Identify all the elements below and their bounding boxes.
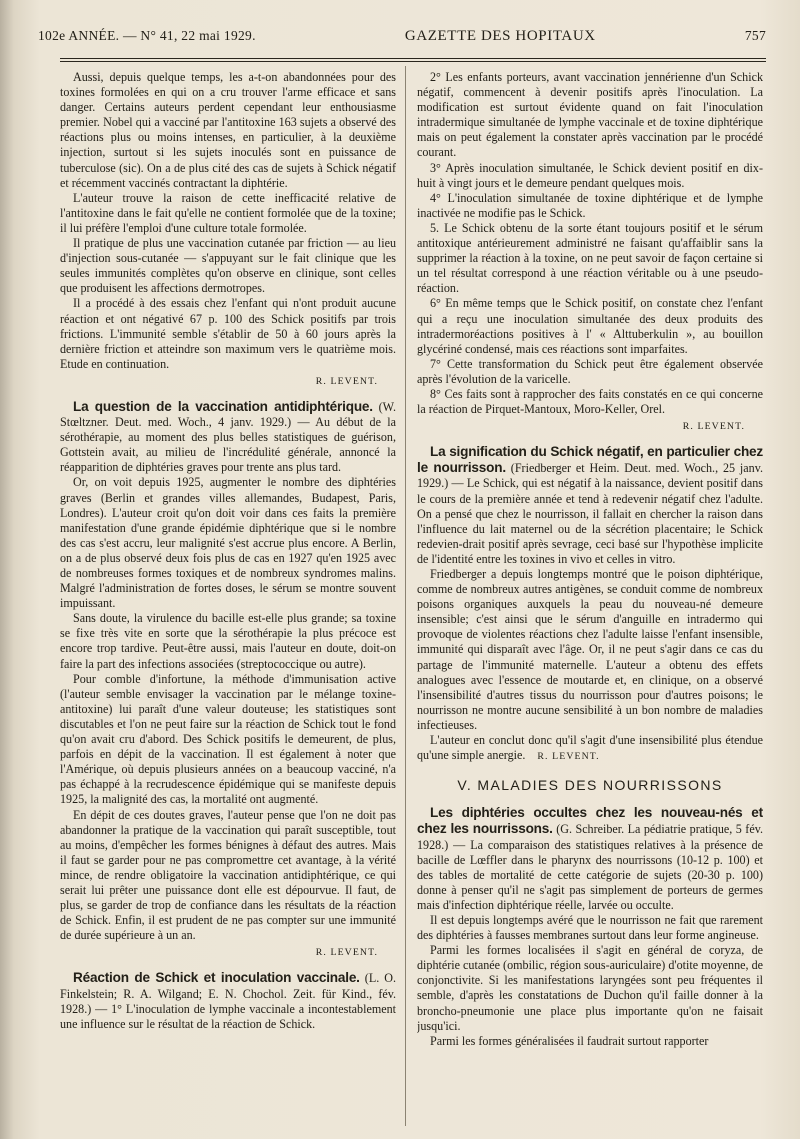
author-signature: R. LEVENT. xyxy=(315,947,378,959)
paragraph: En dépit de ces doutes graves, l'auteur pense que l'on ne doit pas abandonner la pratique de la vaccination qui paraît susceptible, tout au moins, d'empêcher les formes bénignes à défaut des autres. Mais il faut se garder pour ne pas compromettre cet avantage, à la vérité mince, de rendre obligatoire la vaccination antidiphtérique, ce qui serait lui prêter une puissance dont elle est dépourvue. Il faut, de plus, se garder de trop de confiance dans les résultats de la réaction de Schick. Enfin, il est prudent de ne pas compter sur une immunité de durée supérieure à un an. xyxy=(60,807,396,943)
article-lead xyxy=(60,399,396,475)
paragraph: 2° Les enfants porteurs, avant vaccination jennérienne d'un Schick négatif, commencent à devenir positifs après l'inoculation. La modification est surtout évidente quand on fait l'inoculation intradermique simultanée de lymphe vaccinale et de toxine diphtérique mais on peut également la constater après vaccination par le procédé courant. xyxy=(417,70,763,160)
paragraph: Pour comble d'infortune, la méthode d'immunisation active (l'auteur semble envisager la vaccination par le mélange toxine-antitoxine) lui paraît d'une valeur douteuse; les statistiques sont discutables et l'on ne peut faire sur la réaction de Schick tout le fond qu'on avait cru d'abord. Des Schick positifs le demeurent, de plus, parfois en dépit de la vaccination. Il est également à noter que l'Amérique, où depuis plusieurs années on a beaucoup vacciné, n'a pas échappé à la recrudescence épidémique qui se manifeste depuis 1925, la malignité des cas, la mortalité ont augmenté. xyxy=(60,671,396,807)
paragraph: Friedberger a depuis longtemps montré que le poison diphtérique, comme de nombreux autres antigènes, se conduit comme de nombreux poisons organiques auxquels la peau du nouveau-né demeure insensible; c'est ainsi que le sérum d'anguille en intradermo qui provoque de violentes réactions chez l'adulte laisse l'enfant insensible, immunité qui disparaît avec l'âge. Or, il ne peut s'agir dans ce cas du partage de l'immunité maternelle. L'auteur a obtenu des effets analogues avec l'essence de moutarde et, en clinique, on a observé l'insensibilité d'autres tissus du nourrisson pour d'autres poisons; le nourrisson ne montre aucune sensibilité à un bon nombre de maladies infectieuses. xyxy=(417,567,763,732)
article-source: (L. O. Finkelstein; R. A. Wilgand; E. N. Chochol. Zeit. für Kind., fév. 1928.) — 1° L'inoculation de lymphe vaccinale a incontestablement une influence sur le résultat de la réaction de Schick. xyxy=(60,971,396,1031)
paragraph: Sans doute, la virulence du bacille est-elle plus grande; sa toxine se fixe très vite en sorte que la sérothérapie la plus précoce est encore trop tardive. Peut-être aussi, mais l'auteur en doute, doit-on faire la part des infections associées (streptococcique ou autre). xyxy=(60,611,396,671)
column-divider xyxy=(405,66,406,1126)
article-heading: Réaction de Schick et inoculation vaccinale. xyxy=(73,970,360,986)
paragraph: 6° En même temps que le Schick positif, on constate chez l'enfant qui a reçu une inoculation simultanée des deux produits des intradermoréactions positives à l' « Alttuberkulin », au bouillon glycériné condensé, mais ces réactions sont imparfaites. xyxy=(417,296,763,356)
author-signature: R. LEVENT. xyxy=(537,751,600,763)
section-title: V. MALADIES DES NOURRISSONS xyxy=(457,777,723,794)
running-header xyxy=(38,28,766,52)
author-signature: R. LEVENT. xyxy=(682,421,745,433)
article-source: (W. Stœltzner. Deut. med. Woch., 4 janv. 1929.) — Au début de la sérothérapie, au moment des plus belles statistiques de guérison, Gottstein avait, au milieu de l'incrédulité générale, annoncé la réapparition de diphtéries graves pour trente ans plus tard. xyxy=(60,399,396,475)
paragraph: Aussi, depuis quelque temps, les a-t-on abandonnées pour des toxines formolées en qui on a cru trouver l'arme efficace et sans danger. Certains auteurs perdent cependant leur enthousiasme premier. Nobel qui a vacciné par l'antitoxine 163 sujets a observé des réactions plus ou moins intenses, en particulier, à la deuxième injection, surtout si les sujets inoculés sont en puissance de tuberculose (sic). On a de plus cité des cas de sujets à Schick négatif et récemment vaccinés contractant la diphtérie. xyxy=(60,70,396,190)
header-rule xyxy=(60,58,766,62)
paragraph: 5. Le Schick obtenu de la sorte étant toujours positif et le sérum antitoxique antérieurement administré ne faisant qu'affaiblir sans la supprimer la réaction à la toxine, on ne peut savoir de façon certaine si un tel résultat correspond à une réaction véritable ou à une pseudo-réaction. xyxy=(417,220,763,296)
paragraph: Il pratique de plus une vaccination cutanée par friction — au lieu d'injection sous-cutanée — s'appuyant sur le fait clinique que les seules immunités complètes qu'on observe en clinique, sont celles que produisent les affections dermotropes. xyxy=(60,236,396,296)
paragraph: 7° Cette transformation du Schick peut être également observée après l'évolution de la varicelle. xyxy=(417,356,763,386)
paragraph: 3° Après inoculation simultanée, le Schick devient positif en dix-huit à vingt jours et le demeure pendant quelques mois. xyxy=(417,160,763,190)
journal-title: GAZETTE DES HOPITAUX xyxy=(404,28,596,44)
paragraph: Parmi les formes généralisées il faudrait surtout rapporter xyxy=(430,1033,709,1048)
paragraph: 8° Ces faits sont à rapprocher des faits constatés en ce qui concerne la réaction de Pirquet-Mantoux, Moro-Keller, Orel. xyxy=(417,386,763,417)
issue-info: 102e ANNÉE. — N° 41, 22 mai 1929. xyxy=(38,28,256,43)
article-heading: Les diphtéries occultes chez les nouveau-nés et chez les nourrissons. xyxy=(417,805,763,837)
article-lead xyxy=(417,444,763,567)
article-lead xyxy=(60,970,396,1031)
paragraph-text: L'auteur en conclut donc qu'il s'agit d'une insensibilité plus étendue qu'une simple anergie. xyxy=(417,733,763,763)
paragraph: L'auteur trouve la raison de cette inefficacité relative de l'antitoxine dans le fait qu'elle ne contient formolée que de la toxine; il lui préfère l'emploi d'une culture totale formolée. xyxy=(60,190,396,235)
paragraph: Il a procédé à des essais chez l'enfant qui n'ont produit aucune réaction et ont négativé 67 p. 100 des Schick positifs par trois frictions. L'immunité semble s'établir de 50 à 60 jours après la dernière friction et atteindre son maximum vers le quatrième mois. Etude en continuation. xyxy=(60,296,396,371)
paragraph: 4° L'inoculation simultanée de toxine diphtérique et de lymphe inactivée ne modifie pas le Schick. xyxy=(417,190,763,220)
article-source: (Friedberger et Heim. Deut. med. Woch., 25 janv. 1929.) — Le Schick, qui est négatif à la naissance, devient positif dans le cours de la première année et tend à redevenir négatif chez l'adulte. On a pensé que chez le nourrisson, il fallait en chercher la raison dans l'influence du lait maternel ou de la sécrétion placentaire; le Schick redevien-drait positif après sevrage, ceci basé sur l'hypothèse implicite de l'identité entre les toxines in vivo et celles in vitro. xyxy=(417,461,763,566)
paragraph: Or, on voit depuis 1925, augmenter le nombre des diphtéries graves (Berlin et grandes villes allemandes, Budapest, Paris, Londres). L'auteur croit qu'on doit voir dans ces faits la première manifestation d'une grande épidémie diphtérique que si le nombre des cas s'est accru, leur malignité s'est accrue plus encore. A Berlin, on a de plus observé deux fois plus de cas en 1927 qu'en 1925 avec de nombreuses formes toxiques et de nombreux syndromes malins. Malgré l'administration de fortes doses, le sérum se montre souvent impuissant. xyxy=(60,475,396,611)
article-lead xyxy=(417,805,763,913)
article-heading: La question de la vaccination antidiphtérique. xyxy=(73,398,373,414)
article-source: (G. Schreiber. La pédiatrie pratique, 5 fév. 1928.) — La comparaison des statistiques relatives à la présence de bacille de Lœffler dans le pharynx des nourrissons (10-12 p. 100) et des tables de mortalité de cette catégorie de sujets (20-30 p. 100) donne à penser qu'il ne s'agit pas simplement de porteurs de germes mais d'infection diphtérique réelle, larvée ou occulte. xyxy=(417,822,763,912)
author-signature: R. LEVENT. xyxy=(315,375,378,387)
left-column xyxy=(60,70,396,1130)
paragraph xyxy=(417,733,763,764)
article-heading: La signification du Schick négatif, en particulier chez le nourrisson. xyxy=(417,444,763,476)
right-column xyxy=(417,70,763,1130)
paragraph: Il est depuis longtemps avéré que le nourrisson ne fait que rarement des diphtéries à fausses membranes surtout dans leur forme angineuse. xyxy=(417,912,763,943)
page-number: 757 xyxy=(744,28,766,43)
paragraph: Parmi les formes localisées il s'agit en général de coryza, de diphtérie cutanée (ombilic, région sous-auriculaire) d'otite moyenne, de conjonctivite. Si les manifestations laryngées sont peu fréquentes il semble, d'après les constatations de Duchon qu'il faille donner à la broncho-pneumonie une place plus importante qu'on ne faisait jusqu'ici. xyxy=(417,943,763,1033)
